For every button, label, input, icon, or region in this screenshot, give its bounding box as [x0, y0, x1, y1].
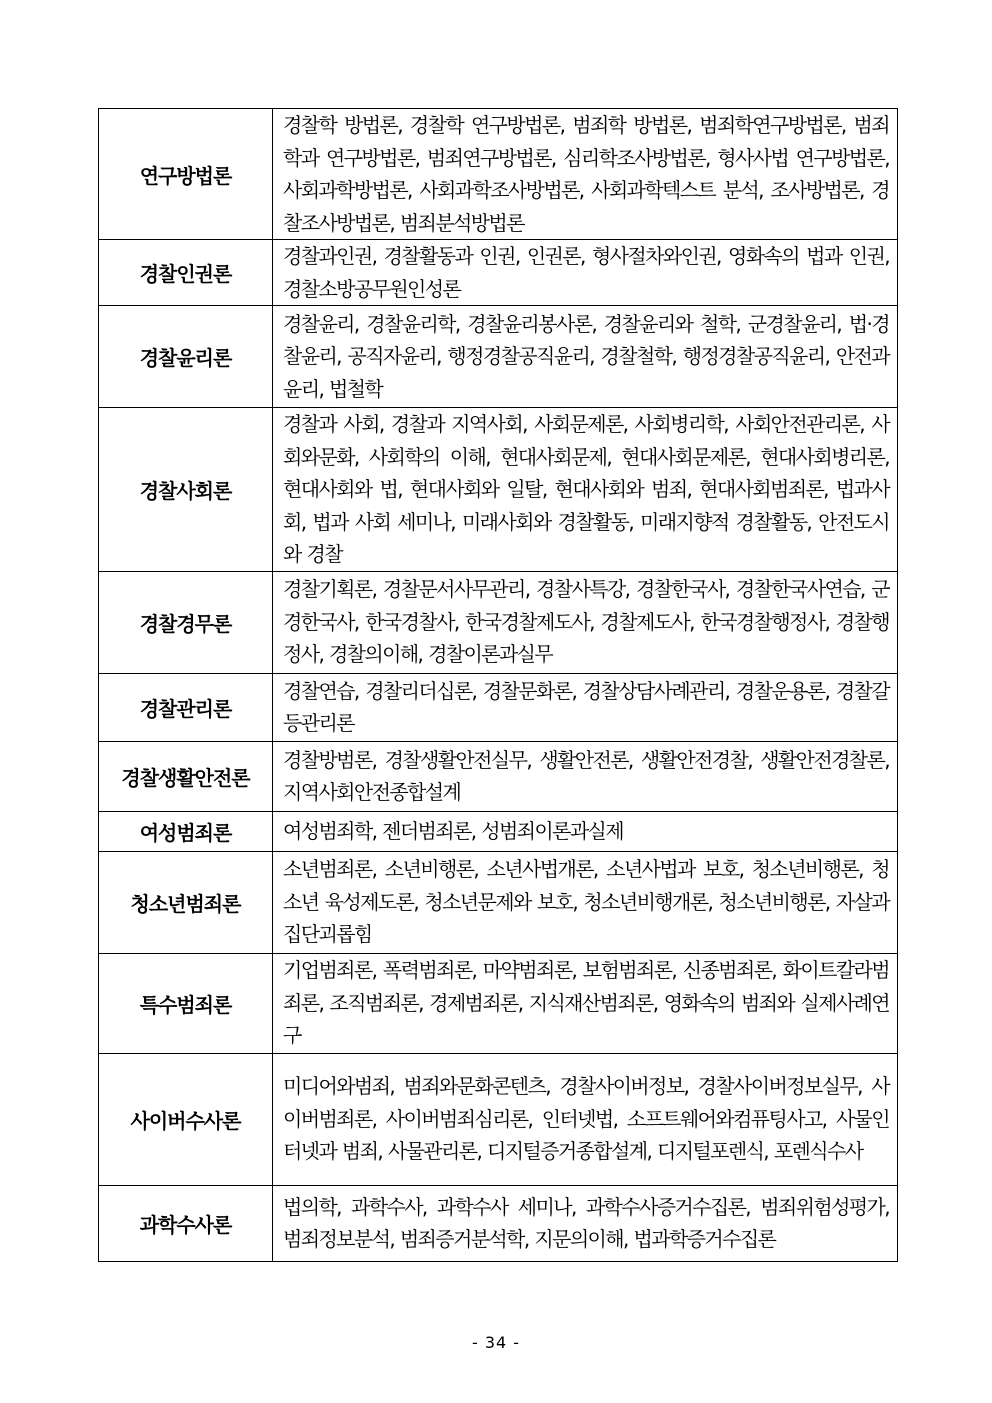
subjects-cell: 미디어와범죄, 범죄와문화콘텐츠, 경찰사이버정보, 경찰사이버정보실무, 사이버범죄론, 사이버범죄심리론, 인터넷법, 소프트웨어와컴퓨팅사고, 사물인터넷과 범죄, 사물관리론, 디지털증거종합설계, 디지털포렌식, 포렌식수사 [273, 1053, 898, 1185]
subjects-cell: 기업범죄론, 폭력범죄론, 마약범죄론, 보험범죄론, 신종범죄론, 화이트칼라범죄론, 조직범죄론, 경제범죄론, 지식재산범죄론, 영화속의 범죄와 실제사례연구 [273, 953, 898, 1053]
table-row [99, 408, 898, 572]
subjects-cell: 경찰방범론, 경찰생활안전실무, 생활안전론, 생활안전경찰, 생활안전경찰론, 지역사회안전종합설계 [273, 741, 898, 811]
subjects-cell: 경찰과인권, 경찰활동과 인권, 인권론, 형사절차와인권, 영화속의 법과 인권, 경찰소방공무원인성론 [273, 240, 898, 306]
subjects-cell: 소년범죄론, 소년비행론, 소년사법개론, 소년사법과 보호, 청소년비행론, 청소년 육성제도론, 청소년문제와 보호, 청소년비행개론, 청소년비행론, 자살과집단괴롭힘 [273, 851, 898, 953]
course-table [98, 108, 898, 1262]
table-row [99, 1185, 898, 1261]
subjects-cell: 경찰기획론, 경찰문서사무관리, 경찰사특강, 경찰한국사, 경찰한국사연습, 군경한국사, 한국경찰사, 한국경찰제도사, 경찰제도사, 한국경찰행정사, 경찰행정사, 경찰의이해, 경찰이론과실무 [273, 571, 898, 673]
category-cell: 경찰윤리론 [99, 306, 273, 408]
table-row [99, 571, 898, 673]
table-row [99, 851, 898, 953]
category-cell: 여성범죄론 [99, 811, 273, 851]
subjects-cell: 법의학, 과학수사, 과학수사 세미나, 과학수사증거수집론, 범죄위험성평가, 범죄정보분석, 범죄증거분석학, 지문의이해, 법과학증거수집론 [273, 1185, 898, 1261]
category-cell: 경찰생활안전론 [99, 741, 273, 811]
category-cell: 경찰사회론 [99, 408, 273, 572]
subjects-cell: 경찰학 방법론, 경찰학 연구방법론, 범죄학 방법론, 범죄학연구방법론, 범죄학과 연구방법론, 범죄연구방법론, 심리학조사방법론, 형사사법 연구방법론, 사회과학방법론, 사회과학조사방법론, 사회과학텍스트 분석, 조사방법론, 경찰조사방법론, 범죄분석방법론 [273, 109, 898, 240]
subjects-cell: 경찰연습, 경찰리더십론, 경찰문화론, 경찰상담사례관리, 경찰운용론, 경찰갈등관리론 [273, 673, 898, 741]
category-cell: 경찰경무론 [99, 571, 273, 673]
page-number: - 34 - [471, 1333, 521, 1352]
table-row [99, 240, 898, 306]
category-cell: 특수범죄론 [99, 953, 273, 1053]
subjects-cell: 경찰과 사회, 경찰과 지역사회, 사회문제론, 사회병리학, 사회안전관리론, 사회와문화, 사회학의 이해, 현대사회문제, 현대사회문제론, 현대사회병리론, 현대사회와 법, 현대사회와 일탈, 현대사회와 범죄, 현대사회범죄론, 법과사회, 법과 사회 세미나, 미래사회와 경찰활동, 미래지향적 경찰활동, 안전도시와 경찰 [273, 408, 898, 572]
category-cell: 사이버수사론 [99, 1053, 273, 1185]
category-cell: 경찰관리론 [99, 673, 273, 741]
category-cell: 과학수사론 [99, 1185, 273, 1261]
category-cell: 청소년범죄론 [99, 851, 273, 953]
table-row [99, 811, 898, 851]
category-cell: 경찰인권론 [99, 240, 273, 306]
table-row [99, 953, 898, 1053]
subjects-cell: 여성범죄학, 젠더범죄론, 성범죄이론과실제 [273, 811, 898, 851]
table-row [99, 673, 898, 741]
table-row [99, 1053, 898, 1185]
table-row [99, 306, 898, 408]
table-row [99, 741, 898, 811]
subjects-cell: 경찰윤리, 경찰윤리학, 경찰윤리봉사론, 경찰윤리와 철학, 군경찰윤리, 법·경찰윤리, 공직자윤리, 행정경찰공직윤리, 경찰철학, 행정경찰공직윤리, 안전과윤리, 법철학 [273, 306, 898, 408]
table-row [99, 109, 898, 240]
category-cell: 연구방법론 [99, 109, 273, 240]
